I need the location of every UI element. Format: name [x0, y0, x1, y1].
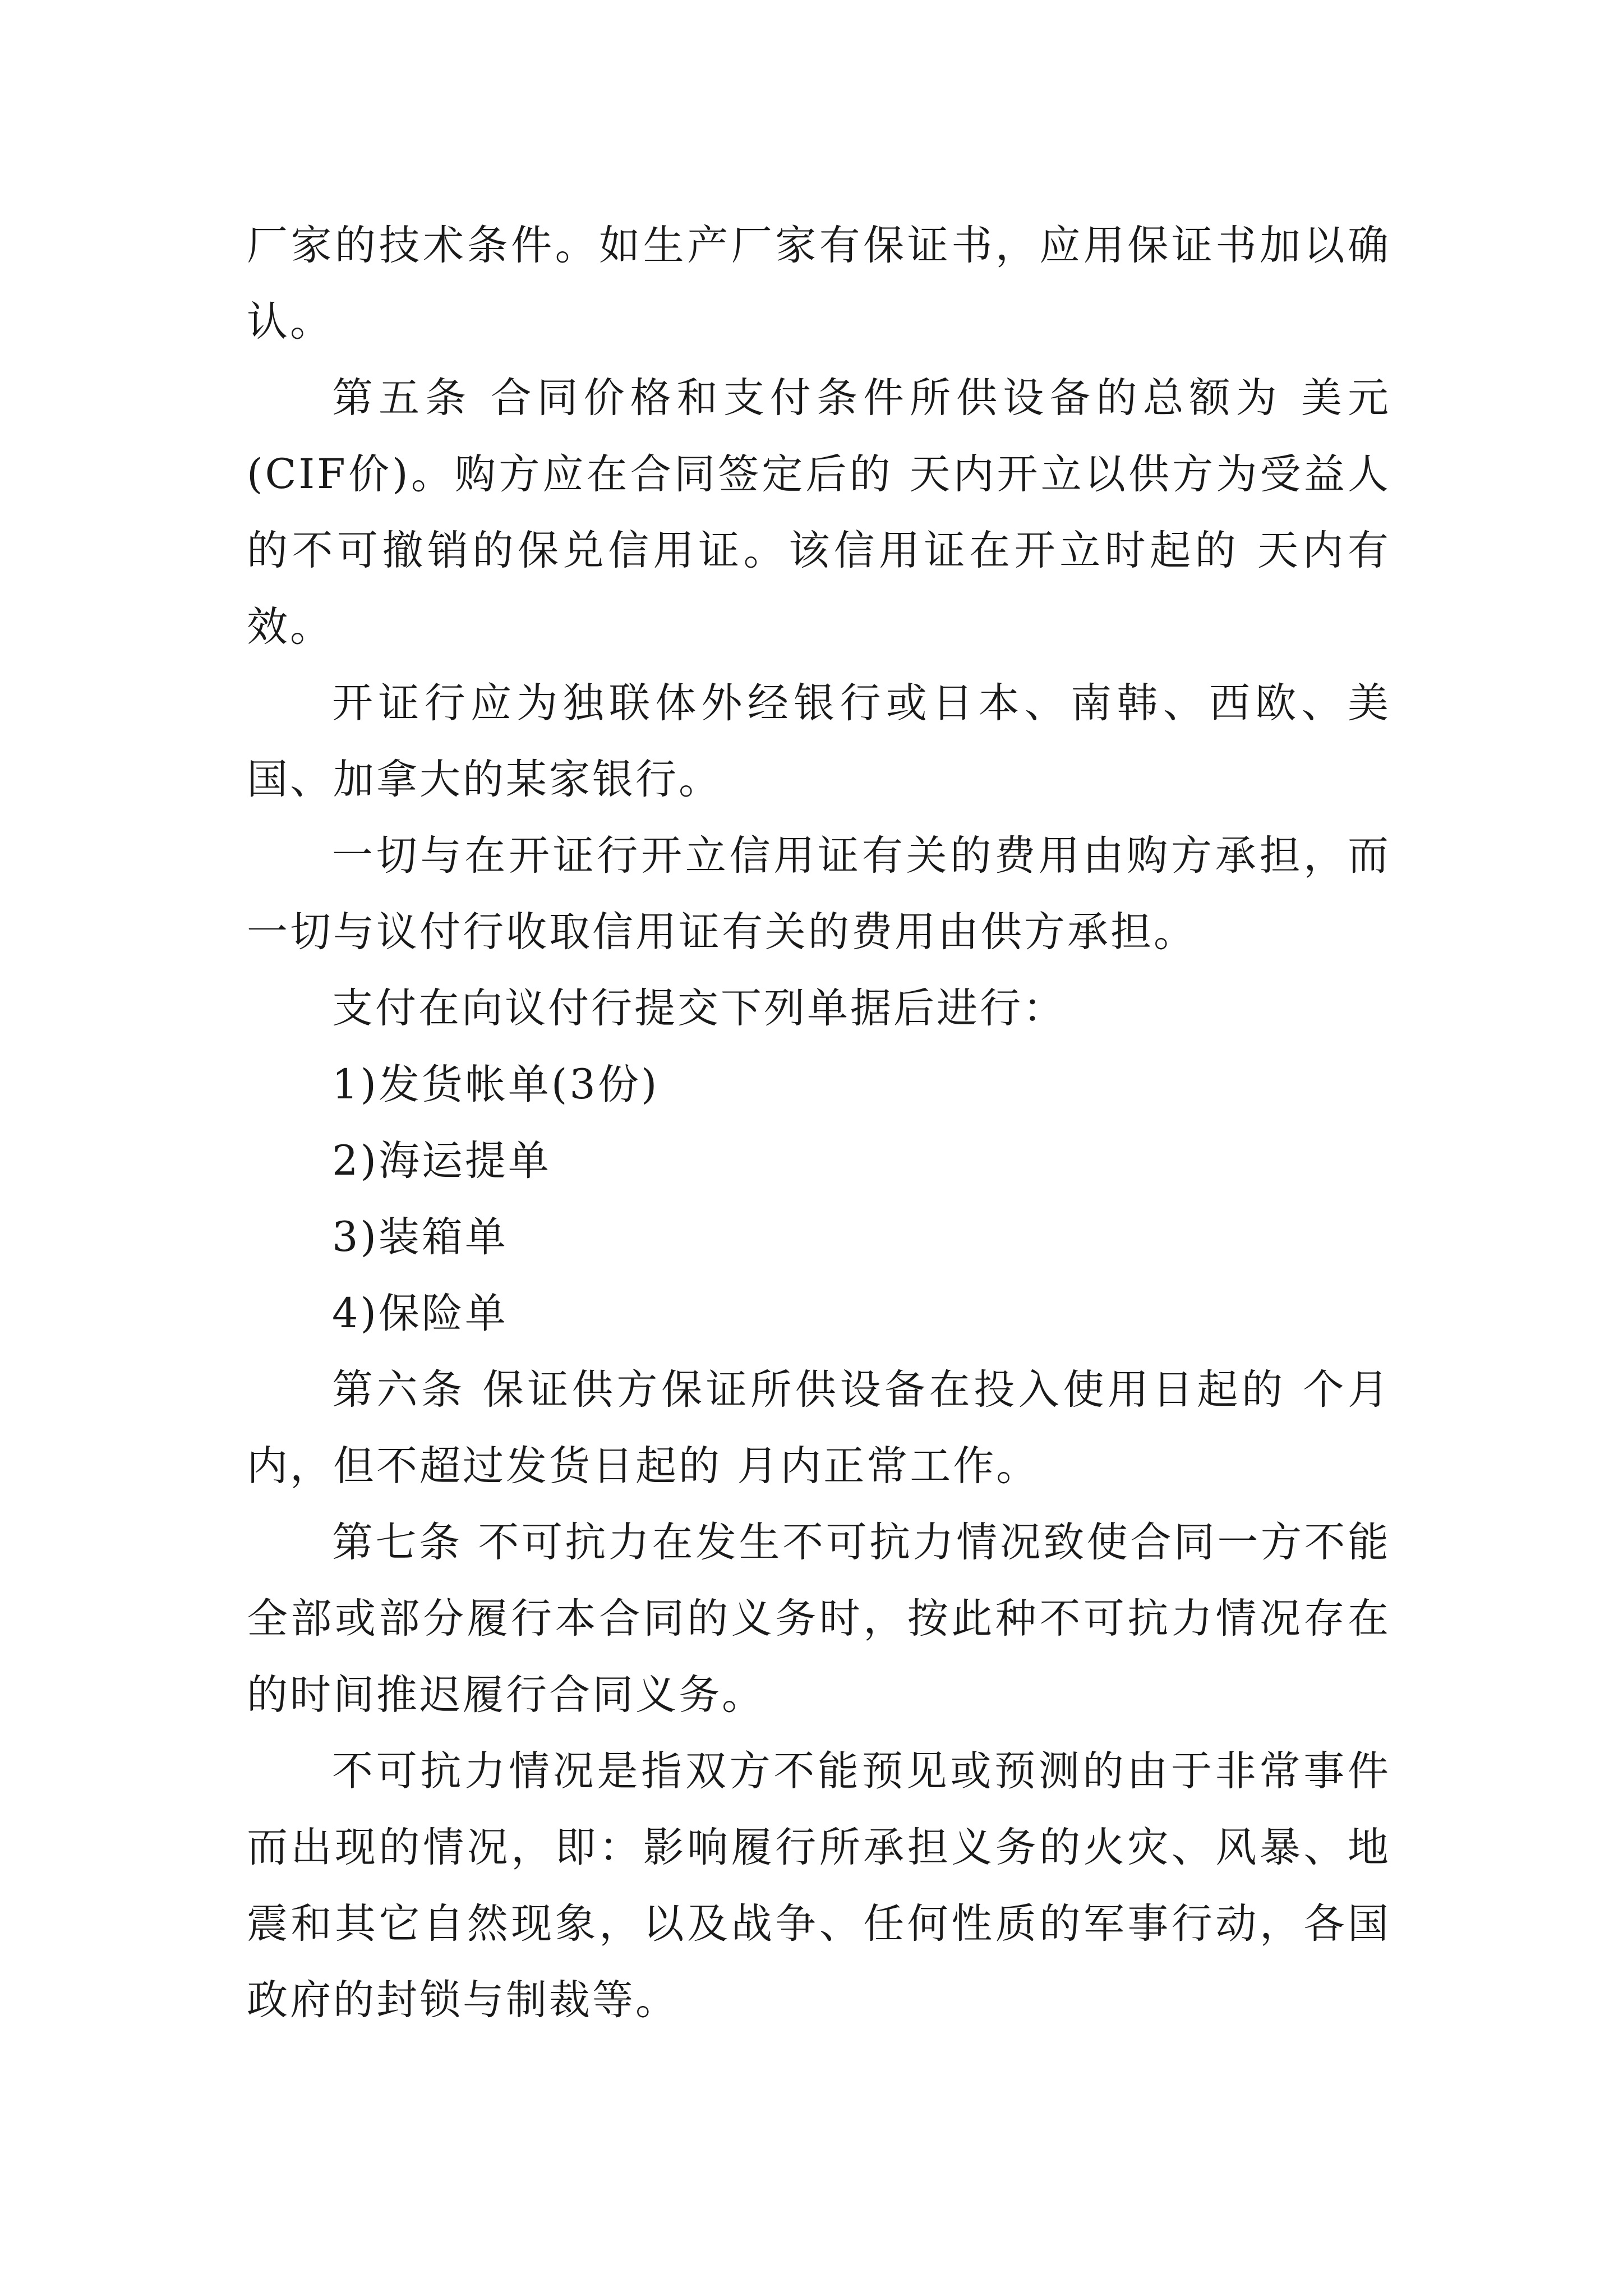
- paragraph: 不可抗力情况是指双方不能预见或预测的由于非常事件而出现的情况，即：影响履行所承担义务的火灾、风暴、地震和其它自然现象，以及战争、任何性质的军事行动，各国政府的封锁与制裁等。: [247, 1747, 1391, 2024]
- list-item: 2)海运提单: [332, 1137, 551, 1185]
- paragraph: 开证行应为独联体外经银行或日本、南韩、西欧、美国、加拿大的某家银行。: [247, 679, 1391, 803]
- list-item: 3)装箱单: [332, 1213, 508, 1261]
- list-item: 4)保险单: [332, 1290, 508, 1337]
- paragraph: 厂家的技术条件。如生产厂家有保证书，应用保证书加以确认。: [247, 222, 1391, 346]
- paragraph: 第七条 不可抗力在发生不可抗力情况致使合同一方不能全部或部分履行本合同的义务时，按此种不可抗力情况存在的时间推迟履行合同义务。: [247, 1519, 1391, 1719]
- list-item: 1)发货帐单(3份): [332, 1061, 660, 1108]
- paragraph: 第六条 保证供方保证所供设备在投入使用日起的 个月内，但不超过发货日起的 月内正常工作。: [247, 1366, 1391, 1490]
- document-body: [247, 208, 1391, 2039]
- paragraph: 一切与在开证行开立信用证有关的费用由购方承担，而一切与议付行收取信用证有关的费用由供方承担。: [247, 832, 1391, 956]
- paragraph: 支付在向议付行提交下列单据后进行：: [332, 984, 1066, 1032]
- paragraph: 第五条 合同价格和支付条件所供设备的总额为 美元(CIF价)。购方应在合同签定后的 天内开立以供方为受益人的不可撤销的保兑信用证。该信用证在开立时起的 天内有效。: [247, 374, 1391, 651]
